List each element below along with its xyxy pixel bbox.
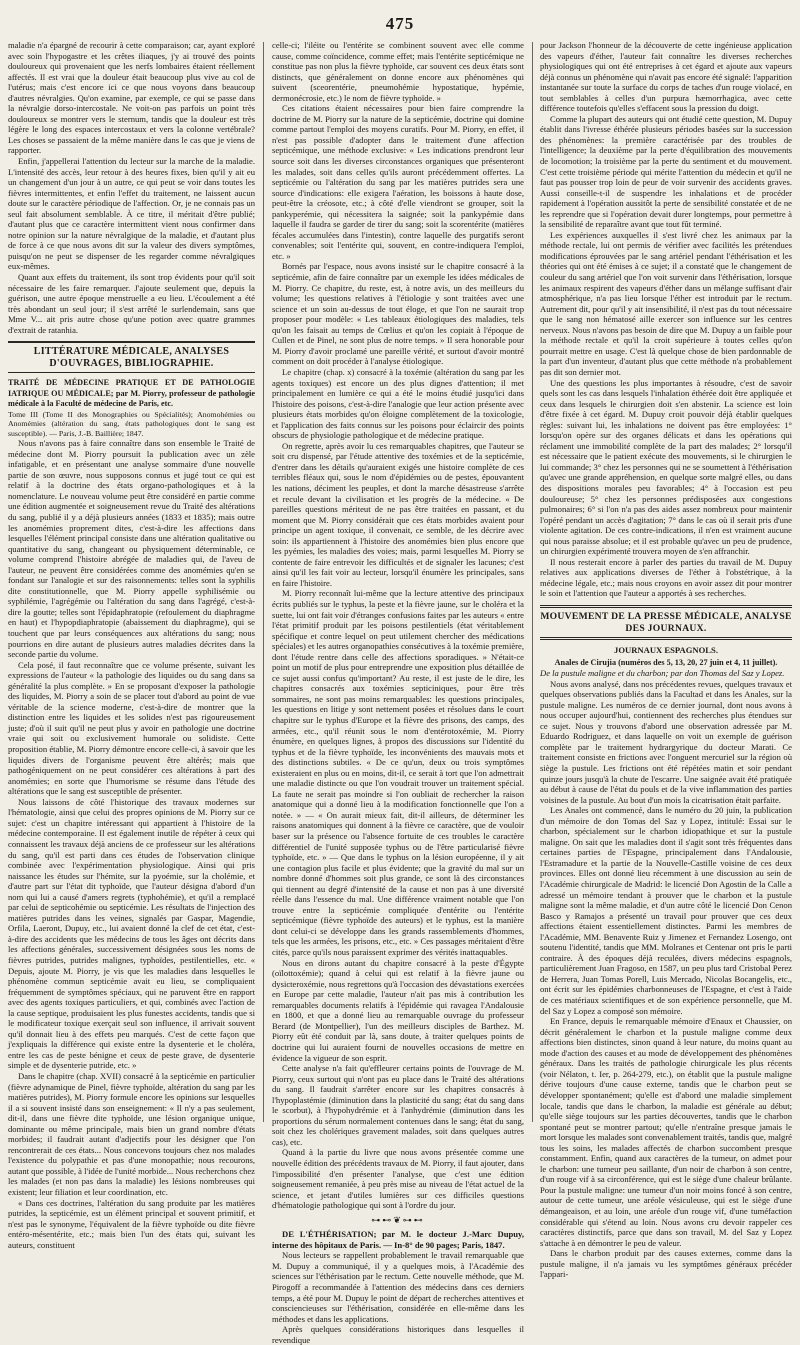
column-rule — [263, 42, 264, 1122]
paragraph: Nous lecteurs se rappellent probablement le travail remarquable que M. Dupuy a communiqué, il y a quelques mois, à l'Académie des sciences sur l'éthérisation par le rectum. Cette nouvelle méthode, que M. Pirogoff a recommandée à l'attention des médecins dans ces derniers temps, a été pour M. Dupuy le point de départ de recherches attentives et consciencieuses sur l'éthérisation, considérée en elle-même dans les méthodes et dans les applications. — [272, 1250, 524, 1324]
page-number: 475 — [385, 14, 415, 33]
paragraph: Dans le charbon produit par des causes externes, comme dans la pustule maligne, il n'a jamais vu les symptômes généraux précéder l'appari- — [540, 1248, 792, 1280]
column-3 — [540, 40, 792, 1280]
column-2 — [272, 40, 524, 1345]
paragraph: Les Anales ont commencé, dans le numéro du 20 juin, la publication d'un mémoire de don Tomas del Saz y Lopez, intitulé: Essai sur le charbon, spécialement sur le charbon idiopathique et sur la pustule maligne. On sait que les maladies dont il s'agit sont très fréquentes dans certaines parties de l'Espagne, principalement dans l'Andalousie, l'Estramadure et la partie de la Nouvelle-Castille voisine de ces deux provinces. Elles ont donné lieu récemment à une discussion au sein de l'Académie chirurgicale de Madrid: le licencié Don Agostin de la Calle a adressé un mémoire tendant à prouver que le charbon et la pustule maligne sont la même maladie, et d'un autre côté le licencié Don Cenon Basco y Ramajos a présenté un travail pour prouver que ces deux affections étaient essentiellement distinctes. Parmi les membres de l'Académie, MM. Benavente Ruiz y Jimenez et Fernandez Losengo, ont soutenu l'identité, tandis que MM. Molranes et Centenar ont pris le parti contraire. À des époques déjà reculées, divers médecins espagnols, particulièrement Juan Fragoso, en 1587, un peu plus tard Cristobal Perez de Herrera, Juan Tomas Porell, Luis Mercado, Nicolas Bocangelis, etc., ont écrit sur les épidémies charbonneuses de l'Espagne, et c'est à l'aide de ces matériaux scientifiques et de son expérience personnelle, que M. del Saz y Lopez a composé son mémoire. — [540, 805, 792, 1016]
book-title: DE L'ÉTHÉRISATION; par M. le docteur J.-Marc Dupuy, interne des hôpitaux de Paris. — In-8° de 90 pages; Paris, 1847. — [272, 1229, 524, 1250]
paragraph: Enfin, j'appellerai l'attention du lecteur sur la marche de la maladie. L'intensité des accès, leur retour à des heures fixes, bien qu'il y ait eu un changement d'un jour à un autre, ce qui peut se voir dans toutes les fièvres intermittentes, et enfin l'effet du traitement, ne laissent aucun doute sur le caractère périodique de l'affection. Or, je ne connais pas un seul fait absolument semblable. À ce titre, il méritait d'être publié; d'autant plus que ce caractère intermittent vient nous confirmer dans notre opinion sur la nature névralgique de la maladie, et d'autant plus de force à ce que nous avons dit sur la valeur des divers symptômes, puisqu'on ne peut se dispenser de les regarder comme névralgiques eux-mêmes. — [8, 156, 255, 272]
paragraph: On regrette, après avoir lu ces remarquables chapitres, que l'auteur se soit cru dispensé, par l'étude attentive des toxémies et de la septicémie, d'entrer dans les détails qu'auraient exigés une histoire complète de ces terribles fléaux qui, sous le nom d'épidémies ou de pestes, épouvantent les nations, déciment les peuples, et dont la marche désastreuse s'arrête et recule devant la civilisation et les progrès de la médecine. « De pareilles questions mériteut de ne pas être traitées en passant, et du moment que M. Piorry considérait que ces états morbides avaient pour principe un agent toxique, il convenait, ce semble, de les décrire avec soin: ils appartiennent à l'histoire des anomémies bien plus encore que les pyémies, les maladies des voies; mais, parmi lesquelles M. Piorry se contente de faire entrevoir les difficultés et de signaler les lacunes; c'est ainsi qu'il les fait voir au lecteur, lorsqu'il énumère les principales, sans en faire l'histoire. — [272, 440, 524, 588]
paragraph: Les expériences auxquelles il s'est livré chez les animaux par la méthode rectale, lui ont permis de vérifier avec facilités les prétendues modifications éprouvées par le sang artériel pendant l'éthérisation et les théories qui ont été émises à ce sujet; il a constaté que le changement de couleur du sang artériel que l'on voit survenir dans l'éthérisation, lorsque les animaux respirent des vapeurs d'éther dans un mélange suffisant d'air atmosphérique, n'a pas lieu lorsque l'éther est introduit par le rectum. Autrement dit, pour qu'il y ait insensibilité, il n'est pas du tout nécessaire que le sang non hématosé aille exercer son influence sur les centres nerveux. Nous n'avons pas besoin de dire que M. Dupuy a un faible pour la méthode rectale et qu'il la croit supérieure à toutes celles qu'on pourrait mettre en usage. C'est là quelque chose de bien pardonnable de la part d'un inventeur, d'autant plus que cette méthode n'a probablement pas dit son dernier mot. — [540, 229, 792, 377]
section-heading: MOUVEMENT DE LA PRESSE MÉDICALE, ANALYSE DES JOURNAUX. — [540, 605, 792, 640]
paragraph: Comme la plupart des auteurs qui ont étudié cette question, M. Dupuy établit dans l'ivresse éthérée plusieurs périodes basées sur la succession des phénomènes: la première caractérisée par des troubles de l'intelligence; la deuxième par la perte d'équilibration des mouvements de locomotion; la troisième par la perte du sentiment et du mouvement. C'est cette troisième période qui mérite l'attention du médecin et qu'il ne faut pas pousser trop loin de peur de voir survenir des accidents graves. Aussi conseille-t-il de suspendre les inhalations et de procéder rapidement à l'opération aussitôt la perte de sensibilité constatée et de ne les reprendre que si l'opération devait durer longtemps, pour permettre à la sensibilité de reparaître avant que tout fût terminé. — [540, 113, 792, 230]
paragraph: Une des questions les plus importantes à résoudre, c'est de savoir quels sont les cas dans lesquels l'inhalation éthérée doit être appliquée et ceux dans lesquels le chirurgien doit s'en abstenir. La science est loin d'être fixée à cet égard. M. Dupuy croit pouvoir déjà établir quelques règles: suivant lui, les inhalations ne doivent pas être employées: 1° lorsqu'on opère sur des organes délicats et dans les opérations qui réclament une immobilité complète de la part des malades; 2° lorsqu'il est nécessaire que le patient exécute des mouvements, si le chirurgien le lui commande; 3° chez les personnes qui ne se soumettent à l'éthérisation qu'avec une grande appréhension, en quelque sorte malgré elles, ou dans des dispositions morales peu favorables; 4° à l'occasion est peu douloureuse; 5° chez les personnes prédisposées aux congestions pulmonaires; 6° si l'on n'a pas des aides assez nombreux pour maintenir l'opéré pendant un accès d'agitation; 7° dans le cas où il serait pris d'une violente agitation. De ces contre-indications, il n'en est vraiment aucune qui nous paraisse absolue; et il est probable qu'avec un peu de prudence, un chirurgien expérimenté trouvera moyen de s'en affranchir. — [540, 377, 792, 557]
paragraph: Nous n'avons pas à faire connaître dans son ensemble le Traité de médecine dont M. Piorry poursuit la publication avec un zèle infatigable, et en présentant une analyse sommaire d'une nouvelle partie de son œuvre, nous supposons connus et jugé tout ce qui est relatif à la doctrine des états organo-pathologiques et à la nomenclature. Le nouveau volume peut être considéré en partie comme une édition augmentée et soigneusement revue du Traité des altérations du sang, publié il y a déjà plusieurs années (1833 et 1835); mais outre les anomémies proprement dites, c'est-à-dire les affections dans lesquelles l'élément principal consiste dans une altération qualitative ou quantitative du sang, changeant ou physiquement déterminable, ce volume comprend l'histoire abrégée de maladies qui, de l'aveu de l'auteur, ne peuvent être considérées comme des anomémies qu'en se fondant sur l'analogie et sur des raisonnements: telles sont la syphilis dite constitutionnelle, que M. Piorry appelle syphilisémie ou syphilémie, l'agrégémie ou l'altération du sang dans l'agrégé, c'est-à-dire la goutte; telles sont l'épidaphratopie (refoulement du diaphragme en haut) et l'hypopdiaphratopie (abaissement du diaphragme), qui se touchent que par leurs conséquences aux altérations du sang; nous pourrions en dire autant de plusieurs autres maladies décrites dans la seconde partie du volume. — [8, 438, 255, 660]
column-1 — [8, 40, 255, 1250]
paragraph: Cette analyse n'a fait qu'effleurer certains points de l'ouvrage de M. Piorry, ceux surtout qui n'ont pas eu place dans le Traité des altérations du sang. Il faudrait s'arrêter encore sur les chapitres consacrés à l'hypoplastémie (diminution dans la plasticité du sang; état du sang dans le scorbut), à l'hypohydrémie et à l'anhydrémie (diminution dans les proportions du sérum normalement contenues dans le sang; état du sang, soit chez les cholériques gravement malades, soit dans quelques autres cas), etc. — [272, 1063, 524, 1147]
book-note: Tome III (Tome II des Monographies ou Spécialités); Anomohémies ou Anomémies (altération du sang, états pathologiques dont le sang est susceptible). — Paris, J.-B. Baillière; 1847. — [8, 409, 255, 438]
article-title: De la pustule maligne et du charbon; par don Thomas del Saz y Lopez. — [540, 668, 785, 679]
paragraph: M. Piorry reconnaît lui-même que la lecture attentive des principaux écrits publiés sur le typhus, la peste et la fièvre jaune, sur le choléra et la suette, lui ont fait voir d'étranges confusions faites par les auteurs « entre l'état primitif produit par les poisons pestilentiels (état véritablement spécifique et contre lequel on peut utilement chercher des médications spéciales) et les autres organopathies consécutives à la toxémie première, dont l'étude rentre dans celle des affections sporadiques. » N'était-ce point un motif de plus pour entreprendre une exposition plus détaillée de ce sujet aussi confus qu'important? Au reste, il est juste de le dire, les chapitres consacrés aux toxémies septiciniques, pour être très sommaires, ne sont pas moins remarquables: les questions principales, les questions en litige y sont nettement posées et résolues dans le court chapitre sur le typhus d'Europe et la fièvre des prisons, des camps, des armées, etc., qu'il réunit sous le nom d'entérotoxémie, M. Piorry énumère, en quelques lignes, à propos des discussions sur l'identité du typhus et de la fièvre typhoïde, les inconvénients des mauvais mots et des distinctions subtiles. « De ce qu'un, deux ou trois symptômes existeraient en plus ou en moins, dit-il, ce serait à tort que l'on admettrait une maladie distincte ou que l'on voudrait trouver un traitement spécial. La faute ne serait pas moindre si l'on oubliait de rechercher la raison anatomique qui a donné lieu à la modification fonctionnelle que l'on a notée. » — « On aurait mieux fait, dit-il ailleurs, de déterminer les raisons anatomiques qui donnent à la fièvre ce caractère, que de vouloir baser sur la présence ou l'absence fortuite de ces troubles le caractère différentiel de l'unité supposée typhus ou de l'être particularisé fièvre typhoïde, etc. » — Que dans le typhus on la lésion européenne, il y ait une contagion plus facile et plus évidente; que la gravité du mal sur un nombre donné d'hommes soit plus grande, ce sont là des circonstances qui tiennent au degré d'intensité de la cause et non pas à une diversité réelle dans l'essence du mal. Une différence vraiment notable que l'on trouve entre la septicémie compliquée d'entérite ou l'entérite septicémique (fièvre typhoïde des auteurs) et le typhus, est la manière dont celui-ci se développe dans les grands rassemblements d'hommes, tels que les armées, les prisons, etc., etc. » Ces passages méritaient d'être cités, parce qu'ils nous paraissent exprimer des vérités inattaquables. — [272, 588, 524, 958]
book-title: TRAITÉ DE MÉDECINE PRATIQUE ET DE PATHOLOGIE IATRIQUE OU MÉDICALE; par M. Piorry, professeur de pathologie médicale à la Faculté de médecine de Paris, etc. — [8, 378, 255, 409]
ornament-divider: ⊶⊷❦⊶⊷ — [371, 1214, 425, 1225]
section-heading: LITTÉRATURE MÉDICALE, ANALYSES D'OUVRAGES, BIBLIOGRAPHIE. — [8, 341, 255, 373]
journal-reference: Anales de Cirujia (numéros des 5, 13, 20, 27 juin et 4, 11 juillet). — [554, 657, 778, 667]
paragraph: Le chapitre (chap. x) consacré à la toxémie (altération du sang par les agents toxiques) est encore un des plus dignes d'attention; il met principalement en lumière ce qui a été le moins étudié jusqu'ici dans l'histoire des poisons, c'est-à-dire l'analogie que leur action présente avec plusieurs états morbides qu'on éloigne complètement de la toxicologie, et l'application des faits connus sur les poisons pour éclaircir des points obscurs de physiologie pathologique et de médecine pratique. — [272, 366, 524, 441]
paragraph: Quant aux effets du traitement, ils sont trop évidents pour qu'il soit nécessaire de les faire remarquer. J'ajoute seulement que, depuis la guérison, une autre époque menstruelle a eu lieu. L'écoulement a été très abondant un seul jour; il s'est arrêté le surlendemain, sans que Mme V... ait pris autre chose qu'une potion avec quatre grammes d'extrait de ratanhia. — [8, 272, 255, 335]
paragraph: Quand à la partie du livre que nous avons présentée comme une nouvelle édition des précédents travaux de M. Piorry, il faut ajouter, dans l'impossibilité d'en présenter l'analyse, que c'est une édition soigneusement remaniée, à peu près mise au niveau de l'état actuel de la science, et jetant d'utiles lumières sur ces difficiles questions d'hématologie pathologique qui sont à l'ordre du jour. — [272, 1147, 524, 1211]
paragraph: celle-ci; l'iléite ou l'entérite se combinent souvent avec elle comme cause, comme coïncidence, comme effet; mais l'entérite septicémique ne constitue pas non plus la fièvre typhoïde, car souvent ces deux états sont distincts, que généralement on donne encore aux phénomènes qui suivent (sceorentérie, pneumohémie hypostatique, hypémie, dermonécrosie, etc.) le nom de fièvre typhoïde. » — [272, 40, 524, 103]
paragraph: Dans le chapitre (chap. XVII) consacré à la septicémie en particulier (fièvre adynamique de Pinel, fièvre typhoïde, altération du sang par les matières putrides), M. Piorry formule encore les opinions sur lesquelles il a si souvent insisté dans son enseignement: « Il n'y a pas seulement, dit-il, dans une fièvre dite typhoïde, une lésion organique unique, dominante ou même principale, mais bien un grand nombre d'états morbides; il faudrait autant d'adjectifs pour les désigner que l'on rencontrerait de ces états... Nous concevons toujours chez nos malades l'existence du polypathie et pas d'une monopathie; nous recourons, autant que possible, à l'idée de l'unité morbide... Nous recherchons chez les malades (et non pas dans la maladie) les lésions nombreuses qui existent; leur filiation et leur coordination, etc. — [8, 1070, 255, 1197]
paragraph: Cela posé, il faut reconnaître que ce volume présente, suivant les expressions de l'auteur « la pathologie des liquides ou du sang dans sa généralité la plus complète. » En se proposant d'exposer la pathologie des liquides, M. Piorry a soin de se placer tout d'abord au point de vue véritable de la science moderne, c'est-à-dire de montrer que la distinction entre les liquides et les solides n'est pas rigoureusement juste; d'où il suit qu'il ne peut plus y avoir en pathologie une doctrine vraie qui soit ou exclusivement humorale ou solidiste. Cette proposition établie, M. Piorry démontre encore celle-ci, à savoir que les liquides divers de l'organisme peuvent être altérés; mais que pathogéniquement on ne peut considérer ces altérations à part des anomémies; en sorte que l'humorisme se résume dans l'étude des altérations que le sang est susceptible de présenter. — [8, 659, 255, 797]
paragraph: Nous laissons de côté l'historique des travaux modernes sur l'hématologie, ainsi que celui des propres opinions de M. Piorry sur ce sujet: c'est un chapitre intéressant qui appartient à l'histoire de la médecine contemporaine. Il est également inutile de répéter à ceux qui connaissent les travaux déjà anciens de ce professeur sur les altérations du sang, qu'il est parti dans ces études de l'observation clinique combinée avec l'expérimentation physiologique. Ainsi qui pris naissance les études sur l'hémite, sur la pyoémie, sur la cholémie, et d'autre part sur l'état dit typhoïde, que l'auteur désigna d'abord d'un nom qui lui a causé d'amers regrets (typhohémie), et qu'il a remplacé par celui de septicohémie ou septicémie. Les résultats de l'injection des matières putrides dans les veines, signalés par Gaspar, Magendie, Orfila, Laeront, Dupuy, etc., lui avaient donné la clef de cet état, c'est-à-dire des accidents que les médecins de tous les âges ont décrits dans les affections générales, successivement désignées sous les noms de fièvres putrides, putrides malignes, typhoïdes, pestilentielles, etc. « Depuis, ajoute M. Piorry, je vis que les maladies dans lesquelles le phénomène commun septicémie avait eu lieu, se compliquaient fréquemment de symptômes spéciaux, qui ne paruvent être en rapport avec des agents toxiques particuliers, et qui, combinés avec l'action de la cause septique, produisaient les plus funestes accidents, tandis que si le modificateur toxique exerçait seul son influence, il arrivait souvent qu'il donnait lieu à des effets peu marqués. C'est de cette façon que j'expliquais la différence qui existe entre la dysenterie et le choléra, entre les cas de peste bénigne et ceux de peste grave, de dysenterie simple et de dysenterie putride, etc. » — [8, 796, 255, 1071]
column-rule — [532, 42, 533, 1122]
paragraph: Nous en dirons autant du chapitre consacré à la peste d'Égypte (oïlottoxémie); quand à celui qui est relatif à la fièvre jaune ou dysicteroxémie, nous regrettons qu'à l'occasion des dévastations exercées en Europe par cette maladie, l'auteur n'ait pas mis à contribution les remarquables documents relatifs à l'épidémie qui ravagea l'Andalousie en 1800, et que a donné lieu au remarquable ouvrage du professeur Berard (de Montpellier), l'un des meilleurs disciples de Barthez. M. Piorry eût été conduit par là, sans doute, à traiter quelques points de doctrine qui lui auraient fourni de nouvelles occasions de mettre en évidence la vigueur de son esprit. — [272, 957, 524, 1063]
paragraph: Après quelques considérations historiques dans lesquelles il revendique — [272, 1324, 524, 1345]
paragraph: Bornés par l'espace, nous avons insisté sur le chapitre consacré à la septicémie, afin de faire connaître par un exemple les idées médicales de M. Piorry. Ce chapitre, du reste, est, à notre avis, un des meilleurs du volume; les questions relatives à l'étiologie y sont traitées avec une science et un soin au-dessus de tout éloge, et que l'on ne saurait trop proposer pour modèle: « Les tableaux étiologiques des maladies, tels qu'on les faisait au temps de Cœlius et qu'on les copiait à l'époque de Cullen et de Pinel, ne sont plus de notre temps. » Il sera honorable pour M. Piorry d'avoir proclamé une pareille vérité, et surtout d'avoir montré comment on doit procéder à l'analyse étiologique. — [272, 261, 524, 367]
paragraph: Ces citations étaient nécessaires pour bien faire comprendre la doctrine de M. Piorry sur la nature de la septicémie, doctrine qui domine comme partout l'emploi des moyens curatifs. Pour M. Piorry, en effet, il n'est pas possible d'adopter dans le traitement d'une affection septicémique, une méthode exclusive: « Les indications prendront leur source soit dans les diverses circonstances organiques que présenteront les malades, soit dans celles qu'ils auront précédemment offertes. La septicémie ou l'altération du sang par les matières putrides sera une source d'indications: elle exigera l'aération, les boissons à haute dose, peut-être la créosote, etc.; à côté d'elle viendront se grouper, soit la pankyperémie, qui nécessitera la saignée; soit la pankypémie dans laquelle il faudra se garder de tirer du sang; soit la scorentérite (matières fécales accumulées dans l'intestin), contre laquelle des purgatifs seront convenables; soit l'entérite qui, souvent, en contre-indiquera l'emploi, etc. » — [272, 103, 524, 261]
paragraph: maladie n'a épargné de recourir à cette comparaison; car, ayant exploré avec soin l'hypogastre et les crêtes iliaques, j'y ai trouvé des points douloureux qui provenaient que les nerfs lombaires étaient réellement affectés. Il est vrai que la douleur était beaucoup plus vive au col de l'utérus; mais c'est encore ici ce que nous voyons dans beaucoup d'autres névralgies. Qu'on examine, par exemple, ce qui se passe dans la névralgie dorso-intercostale. Ne voit-on pas parfois un point très douloureux se montrer vers le sternum, tandis que la douleur est très légère le long des espaces intercostaux et vers la colonne vertébrale? Les choses se passaient de la même manière dans le cas que je viens de rapporter. — [8, 40, 255, 156]
paragraph: Nous avons analysé, dans nos précédentes revues, quelques travaux et quelques observations publiés dans la Facultad et dans les Anales, sur la pustule maligne. Les numéros de ce dernier journal, dont nous avons à nous occuper aujourd'hui, contiennent des recherches plus étendues sur ce sujet. Nous y trouvons d'abord une observation adressée par M. Eduardo Rodriguez, et dans laquelle on voit un exemple de guérison complète par le traitement hydrargyrique du docteur Marati. Ce traitement consiste en frictions avec l'onguent mercuriel sur la région où siège la pustule. Les frictions ont été répétées matin et soir pendant quinze jours jusqu'à la chute de l'escarre. Une saignée avait été pratiquée au début à cause de l'état du pouls et de la vive inflammation des parties voisines de la pustule. Au bout d'un mois la cicatrisation était parfaite. — [540, 678, 792, 805]
subsection-heading: JOURNAUX ESPAGNOLS. — [614, 644, 718, 655]
paragraph: « Dans ces doctrines, l'altération du sang produite par les matières putrides, la septicémie, est un élément principal et souvent primitif, et n'est pas le synonyme, l'équivalent de la fièvre typhoïde ou dite fièvre entéro-mésentérite, etc.; mais bien l'un des états qui, suivant les auteurs, constituent — [8, 1197, 255, 1250]
paragraph: Il nous resterait encore à parler des parties du travail de M. Dupuy relatives aux applications diverses de l'éther à l'obstétrique, à la médecine légale, etc.; mais nous croyons en avoir assez dit pour montrer le soin et l'attention que l'auteur a apportés à ses recherches. — [540, 556, 792, 599]
paragraph: pour Jackson l'honneur de la découverte de cette ingénieuse application des vapeurs d'éther, l'auteur fait connaître les diverses recherches physiologiques qui ont été entreprises à cet égard et ajoute aux vapeurs déjà connus un phénomène qui n'avait pas encore été signalé: l'apparition instantanée sur toute la surface du corps de taches d'un rouge violacé, en tout semblables à celles d'un purpura hæmorrhagica, avec cette différence toutefois qu'elles s'effacent sous la pression du doigt. — [540, 40, 792, 114]
paragraph: En France, depuis le remarquable mémoire d'Enaux et Chaussier, on décrit généralement le charbon et la pustule maligne comme deux affections bien distinctes, sinon quand à leur nature, du moins quant au mode d'action des causes et au mode de développement des phénomènes généraux. Dans les traités de pathologie chirurgicale les plus récents (voir Nélaton, t. Ier, p. 264-279, etc.), on établit que la pustule maligne dérive toujours d'une cause externe, tandis que le charbon peut se développer spontanément; qu'elle est d'abord une maladie simplement locale, tandis que dans le charbon, la maladie est générale au début; qu'elle siège toujours sur les parties découvertes, tandis que le charbon spontané peut se montrer partout; qu'elle n'entraîne presque jamais le mort lorsque les malades sont convenablement traités, tandis que, malgré tous les soins, les malades affectés de charbon succombent presque constamment. Enfin, quand aux caractères de la tumeur, on admet pour le charbon: une tumeur peu saillante, d'un noir de charbon à son centre, d'un rouge vif à sa circonférence, qui est le siège d'une chaleur brûlante. Pour la pustule maligne: une tumeur d'un noir moins foncé à son centre, autour de cette tumeur, une aréole vésiculeuse, qui est le siège d'une démangeaison, et au loin, une aréole d'un rouge vif, d'une tuméfaction considérable qui s'étend au loin. Nous avons cru devoir rappeler ces caractères distinctifs, parce que dans son travail, M. del Saz y Lopez s'attache à en démontrer le peu de valeur. — [540, 1016, 792, 1248]
